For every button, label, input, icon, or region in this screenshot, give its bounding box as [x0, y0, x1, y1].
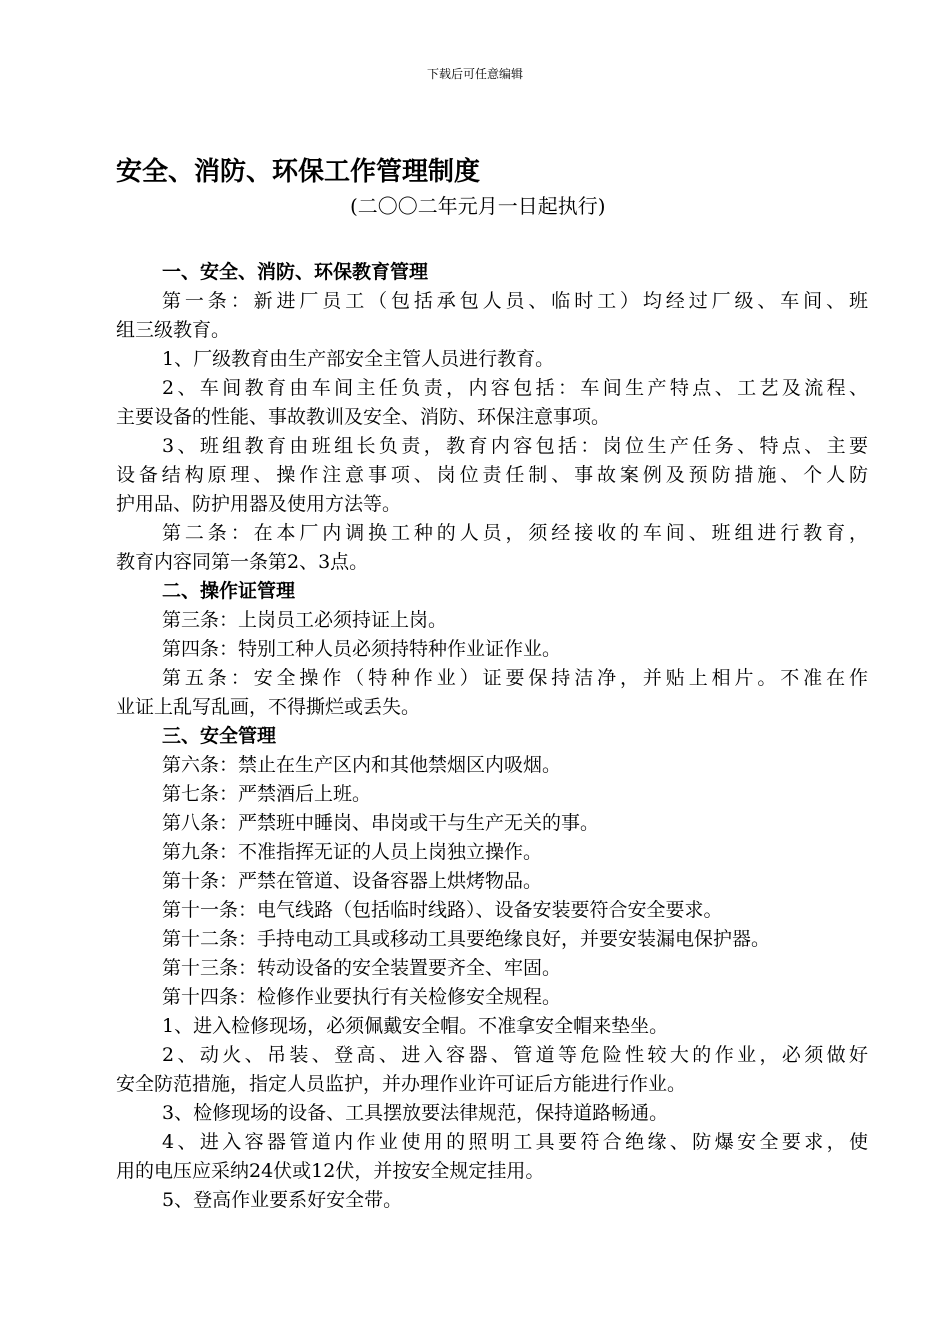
body-line: 3、检修现场的设备、工具摆放要法律规范，保持道路畅通。 — [162, 1102, 669, 1124]
body-line: 4、进入容器管道内作业使用的照明工具要符合绝缘、防爆安全要求，使 — [162, 1131, 868, 1153]
body-line: 第八条：严禁班中睡岗、串岗或干与生产无关的事。 — [162, 812, 600, 834]
body-line: 教育内容同第一条第2、3点。 — [116, 551, 369, 573]
document-subtitle: (二〇〇二年元月一日起执行) — [350, 194, 606, 218]
document-title: 安全、消防、环保工作管理制度 — [116, 157, 481, 187]
body-line: 设备结构原理、操作注意事项、岗位责任制、事故案例及预防措施、个人防 — [116, 464, 868, 486]
body-line: 第三条：上岗员工必须持证上岗。 — [162, 609, 448, 631]
body-line: 用的电压应采纳24伏或12伏，并按安全规定挂用。 — [116, 1160, 545, 1182]
body-line: 2、动火、吊装、登高、进入容器、管道等危险性较大的作业，必须做好 — [162, 1044, 868, 1066]
body-line: 组三级教育。 — [116, 319, 231, 341]
body-line: 第五条：安全操作（特种作业）证要保持洁净，并贴上相片。不准在作 — [162, 667, 868, 689]
body-line: 3、班组教育由班组长负责，教育内容包括：岗位生产任务、特点、主要 — [162, 435, 868, 457]
header-note: 下载后可任意编辑 — [426, 67, 523, 81]
body-line: 第十三条：转动设备的安全装置要齐全、牢固。 — [162, 957, 562, 979]
body-line: 第二条：在本厂内调换工种的人员，须经接收的车间、班组进行教育， — [162, 522, 868, 544]
body-line: 第九条：不准指挥无证的人员上岗独立操作。 — [162, 841, 543, 863]
section-heading: 三、安全管理 — [162, 725, 277, 747]
body-line: 业证上乱写乱画，不得撕烂或丢失。 — [116, 696, 421, 718]
body-line: 安全防范措施，指定人员监护，并办理作业许可证后方能进行作业。 — [116, 1073, 687, 1095]
body-line: 1、进入检修现场，必须佩戴安全帽。不准拿安全帽来垫坐。 — [162, 1015, 669, 1037]
section-heading: 一、安全、消防、环保教育管理 — [162, 261, 429, 283]
body-line: 第一条：新进厂员工（包括承包人员、临时工）均经过厂级、车间、班 — [162, 290, 868, 312]
body-line: 1、厂级教育由生产部安全主管人员进行教育。 — [162, 348, 555, 370]
body-line: 5、登高作业要系好安全带。 — [162, 1189, 403, 1211]
document-body — [116, 258, 868, 1215]
body-line: 第四条：特别工种人员必须持特种作业证作业。 — [162, 638, 562, 660]
body-line: 第十条：严禁在管道、设备容器上烘烤物品。 — [162, 870, 543, 892]
body-line: 第十四条：检修作业要执行有关检修安全规程。 — [162, 986, 562, 1008]
body-line: 第七条：严禁酒后上班。 — [162, 783, 372, 805]
body-line: 第十一条：电气线路（包括临时线路）、设备安装要符合安全要求。 — [162, 899, 723, 921]
body-line: 第十二条：手持电动工具或移动工具要绝缘良好，并要安装漏电保护器。 — [162, 928, 771, 950]
body-line: 主要设备的性能、事故教训及安全、消防、环保注意事项。 — [116, 406, 611, 428]
section-heading: 二、操作证管理 — [162, 580, 296, 602]
body-line: 第六条：禁止在生产区内和其他禁烟区内吸烟。 — [162, 754, 562, 776]
body-line: 2、车间教育由车间主任负责，内容包括：车间生产特点、工艺及流程、 — [162, 377, 868, 399]
body-line: 护用品、防护用器及使用方法等。 — [116, 493, 402, 515]
